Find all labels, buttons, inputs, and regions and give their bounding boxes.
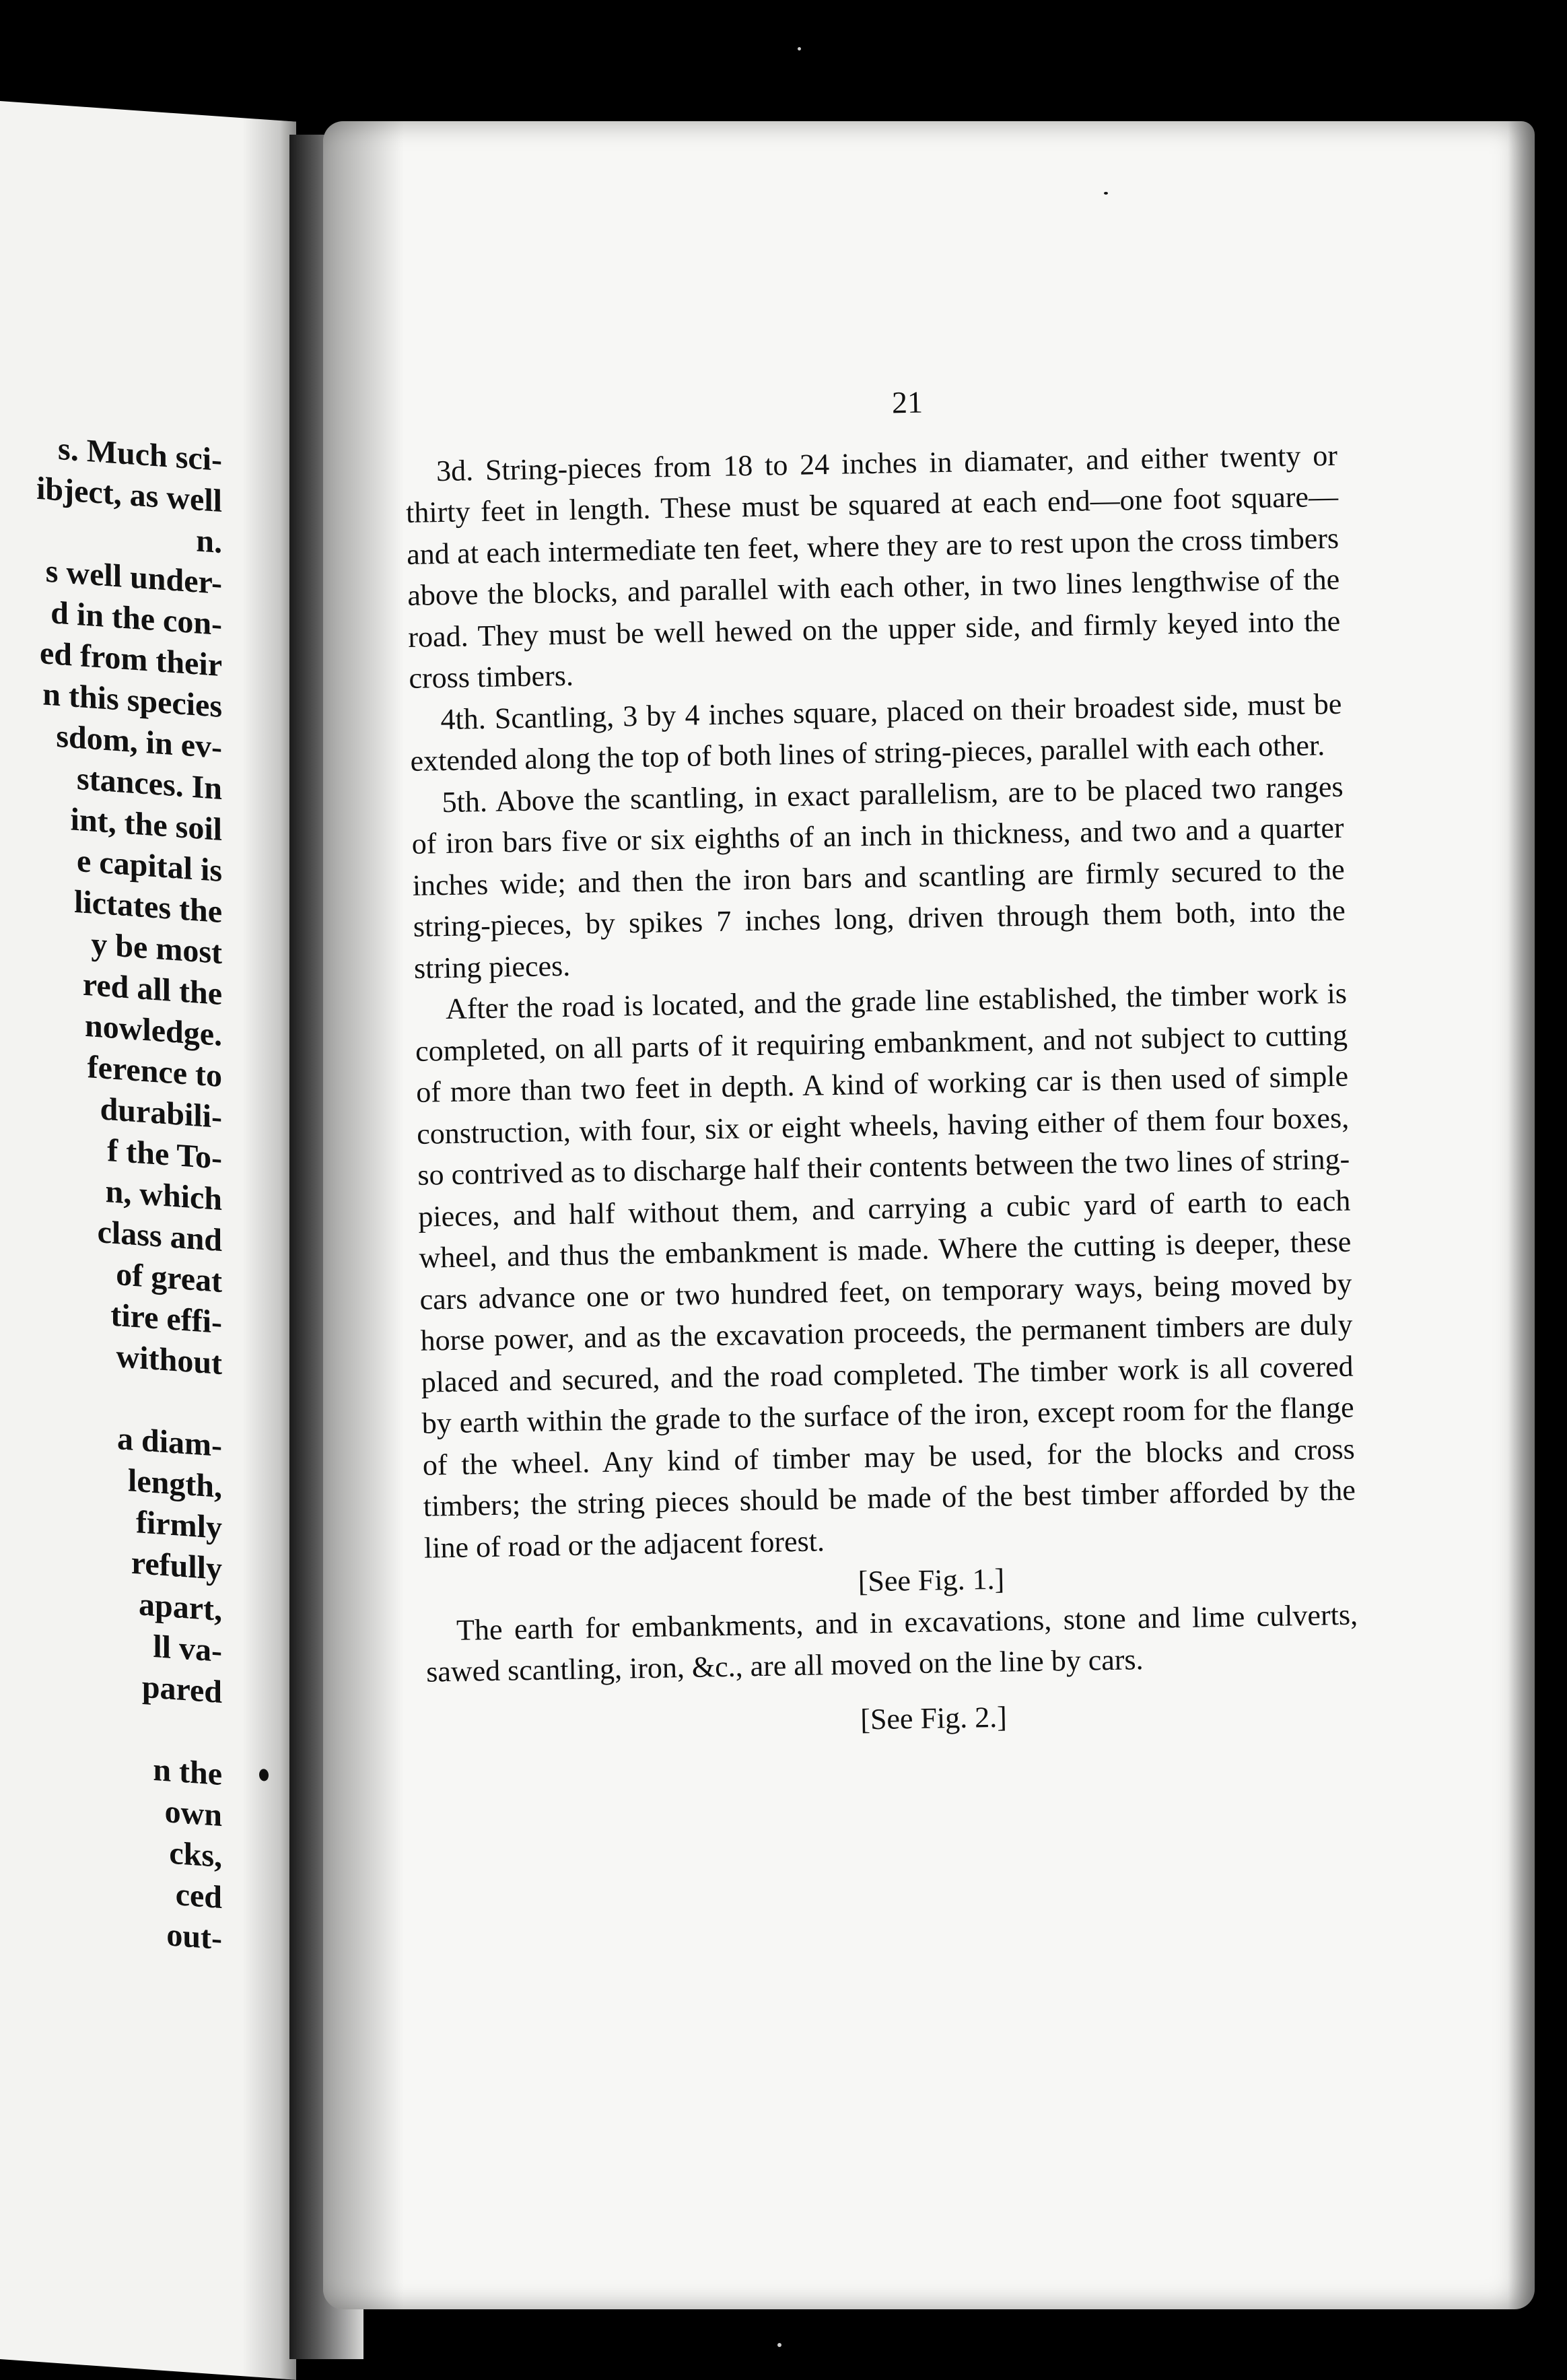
gutter-shadow	[242, 118, 296, 2380]
left-page-line: ed from their	[39, 635, 222, 684]
left-page-line: of great	[116, 1256, 222, 1300]
left-page-line: ference to	[87, 1049, 222, 1095]
left-page-line: a diam-	[117, 1421, 222, 1464]
left-page-line: apart,	[139, 1586, 222, 1629]
paragraph-earth-moving	[425, 1594, 1359, 1693]
paragraph-text: 4th. Scantling, 3 by 4 inches square, placed on their broadest side, must be extended along the top of both lines of string-pieces, parallel with each other.	[410, 687, 1342, 778]
left-page-line: n, which	[105, 1173, 222, 1218]
paragraph-text: 3d. String-pieces from 18 to 24 inches in diamater, and either twenty or thirty feet in length. These must be squared at each end—one foot square—and at each intermediate ten feet, where they are to rest upon the cross timbers above the blocks, and parallel with each other, in two lines lengthwise of the road. They must be well hewed on the upper side, and firmly keyed into the cross timbers.	[405, 438, 1341, 695]
left-page-line: s well under-	[45, 553, 222, 602]
left-page-line: e capital is	[77, 842, 222, 889]
paragraph-text: 5th. Above the scantling, in exact parallelism, are to be placed two ranges of iron bars five or six eighths of an inch in thickness, and two and a quarter inches wide; and then the iron bars and scantling are firmly secured to the string-pieces, by spikes 7 inches long, driven through them both, into the string pieces.	[411, 770, 1346, 985]
left-page-line: int, the soil	[70, 801, 222, 848]
left-page	[0, 101, 296, 2380]
left-page-line: sdom, in ev-	[56, 718, 222, 766]
scan-speck	[1104, 192, 1108, 195]
left-page-line: firmly	[136, 1504, 222, 1546]
left-page-line: s. Much sci-	[58, 431, 222, 479]
left-page-line: durabili-	[100, 1091, 222, 1136]
left-page-line: n.	[196, 522, 222, 561]
page-edge-shadow	[1508, 121, 1535, 2309]
left-page-line: stances. In	[76, 760, 222, 807]
left-page-text	[0, 424, 222, 1959]
left-page-line: nowledge.	[85, 1007, 222, 1054]
paragraph-construction	[415, 973, 1357, 1569]
paragraph-text: The earth for embankments, and in excavations, stone and lime culverts, sawed scantling, iron, &c., are all moved on the line by cars.	[425, 1598, 1358, 1689]
left-page-line: f the To-	[107, 1132, 222, 1177]
left-page-line: class and	[97, 1214, 222, 1259]
left-page-line: d in the con-	[50, 594, 222, 643]
page-text-block	[404, 374, 1360, 1748]
scan-speck	[777, 2343, 781, 2347]
left-page-line: tire effi-	[110, 1297, 222, 1341]
left-page-line: length,	[127, 1462, 222, 1505]
left-page-line: lictates the	[74, 883, 222, 930]
left-page-line: out-	[166, 1917, 222, 1957]
figure-reference-1: [See Fig. 1.]	[858, 1562, 1005, 1598]
left-page-line: red all the	[82, 966, 222, 1013]
paragraph-scantling	[409, 683, 1343, 782]
scan-speck	[798, 47, 801, 50]
left-page-line: pared	[141, 1668, 222, 1711]
left-page-line: ibject, as well	[36, 470, 222, 520]
left-page-line: ced	[175, 1876, 222, 1916]
left-page-line: y be most	[91, 926, 222, 972]
paragraph-iron-bars	[411, 766, 1346, 989]
left-page-line: own	[164, 1794, 222, 1834]
figure-reference-2: [See Fig. 2.]	[860, 1700, 1008, 1736]
paragraph-string-pieces	[405, 434, 1342, 699]
paragraph-text: After the road is located, and the grade line established, the timber work is completed, on all parts of it requiring embankment, and not subject to cutting of more than two feet in depth. A kind of working car is then used of simple construction, with four, six or eight wheels, having either of them four boxes, so contrived as to discharge half their contents between the two lines of string-pieces, and half without them, and carrying a cubic yard of earth to each wheel, and thus the embankment is made. Where the cutting is deeper, these cars advance one or two hundred feet, on temporary ways, being moved by horse power, and as the excavation proceeds, the permanent timbers are duly placed and secured, and the road completed. The timber work is all covered by earth within the grade to the surface of the iron, except room for the flange of the wheel. Any kind of timber may be used, for the blocks and cross timbers; the string pieces should be made of the best timber afforded by the line of road or the adjacent forest.	[415, 976, 1356, 1565]
left-page-line: ll va-	[153, 1628, 222, 1670]
left-page-line: n the	[153, 1751, 222, 1793]
page-inner-shadow	[323, 121, 404, 2309]
left-page-line: refully	[131, 1544, 222, 1588]
left-page-line: n this species	[42, 676, 222, 725]
left-page-line: cks,	[169, 1835, 222, 1875]
page-number: 21	[891, 384, 924, 420]
left-page-line: without	[116, 1338, 222, 1382]
